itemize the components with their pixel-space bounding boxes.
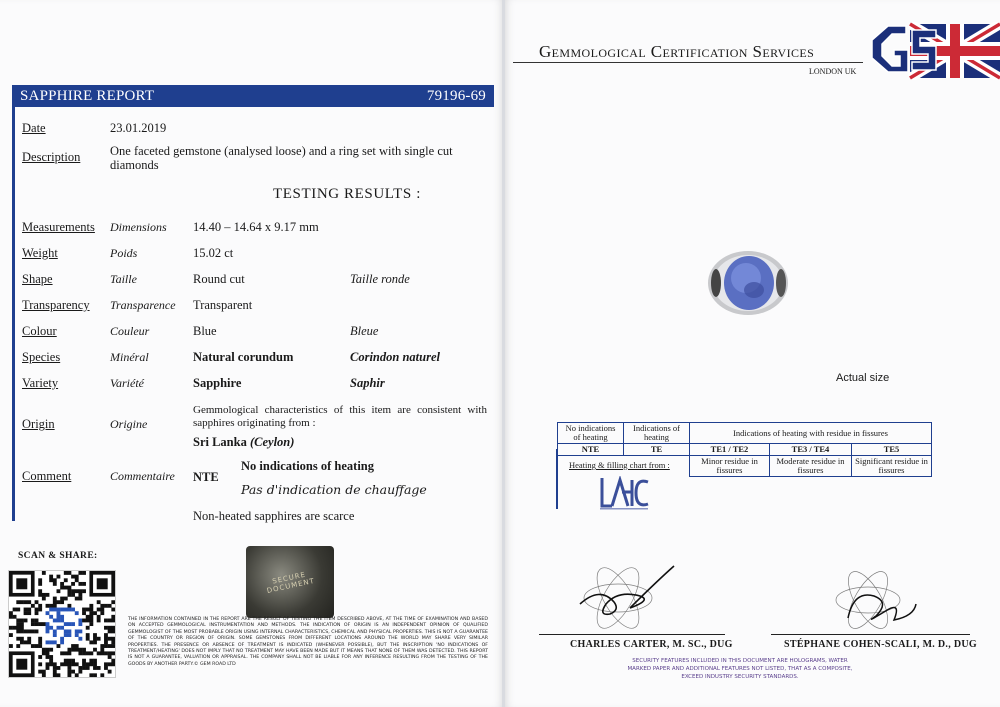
heat-side-bar	[556, 449, 558, 509]
origin-label: Origin	[22, 417, 55, 431]
origin-text: Gemmological characteristics of this item are consistent with sapphires originating from :	[193, 404, 487, 429]
heat-code-te34: TE3 / TE4	[770, 444, 852, 456]
signature-left	[570, 556, 678, 642]
description-label: Description	[22, 150, 81, 164]
comment-text: No indications of heating	[241, 459, 375, 473]
testing-results-heading: TESTING RESULTS :	[273, 186, 421, 202]
signature-left-rule	[539, 634, 725, 635]
gemstone-ring-image	[706, 248, 790, 318]
heat-code-nte: NTE	[558, 444, 624, 456]
report-number: 79196-69	[426, 87, 486, 104]
security-hologram	[246, 546, 334, 618]
comment-label: Comment	[22, 469, 72, 483]
result-label-fr: Taille	[110, 272, 137, 286]
origin-country: Sri Lanka	[193, 435, 247, 449]
comment-code: NTE	[193, 470, 219, 484]
result-value-fr: Saphir	[350, 376, 385, 390]
result-value: 14.40 – 14.64 x 9.17 mm	[193, 220, 319, 234]
result-label: Weight	[22, 246, 58, 260]
date-value: 23.01.2019	[110, 121, 167, 135]
heat-minor: Minor residue in fissures	[690, 456, 770, 477]
qr-code[interactable]	[8, 570, 116, 678]
scarcity-note: Non-heated sapphires are scarce	[193, 509, 355, 523]
result-label-fr: Transparence	[110, 298, 176, 312]
comment-text-fr: Pas d'indication de chauffage	[241, 482, 427, 497]
result-label-fr: Minéral	[110, 350, 149, 364]
heat-significant: Significant residue in fissures	[852, 456, 932, 477]
result-value: Sapphire	[193, 376, 242, 390]
qr-code-graphic	[9, 571, 115, 677]
hologram-text: SECURE DOCUMENT	[266, 570, 316, 595]
heat-col-indications: Indications of heating	[624, 423, 690, 444]
report-title: SAPPHIRE REPORT	[20, 87, 155, 104]
description-value: One faceted gemstone (analysed loose) and a ring set with single cut diamonds	[110, 144, 453, 172]
result-value: Round cut	[193, 272, 245, 286]
result-label: Shape	[22, 272, 53, 286]
result-value: Transparent	[193, 298, 253, 312]
heat-code-te5: TE5	[852, 444, 932, 456]
result-label: Measurements	[22, 220, 95, 234]
result-value: 15.02 ct	[193, 246, 234, 260]
heat-moderate: Moderate residue in fissures	[770, 456, 852, 477]
security-features-note: SECURITY FEATURES INCLUDED IN THIS DOCUMENT ARE HOLOGRAMS, WATER MARKED PAPER AND ADDITIONAL FEATURES NOT LISTED, THAT AS A COMPOSITE, EXCEED INDUSTRY SECURITY STANDARDS.	[627, 658, 853, 680]
result-label: Variety	[22, 376, 59, 390]
actual-size-caption: Actual size	[836, 372, 890, 384]
result-value: Blue	[193, 324, 217, 338]
signature-right-name: STÉPHANE COHEN-SCALI, M. D., DUG	[784, 639, 977, 650]
result-label: Transparency	[22, 298, 90, 312]
signature-left-name: CHARLES CARTER, M. SC., DUG	[570, 639, 733, 650]
heat-code-te: TE	[624, 444, 690, 456]
signature-right-rule	[771, 634, 970, 635]
result-label-fr: Dimensions	[110, 220, 167, 234]
comment-label-fr: Commentaire	[110, 469, 175, 483]
result-value-fr: Corindon naturel	[350, 350, 440, 364]
result-value: Natural corundum	[193, 350, 294, 364]
heat-col-no-indications: No indications of heating	[558, 423, 624, 444]
lhc-logo	[598, 476, 650, 510]
result-label: Colour	[22, 324, 57, 338]
gcs-flag-logo	[866, 22, 1000, 80]
date-label: Date	[22, 121, 46, 135]
result-label: Species	[22, 350, 61, 364]
result-value-fr: Taille ronde	[350, 272, 410, 286]
heat-code-te12: TE1 / TE2	[690, 444, 770, 456]
report-side-bar	[12, 107, 15, 521]
heat-col-residue-header: Indications of heating with residue in fissures	[690, 423, 932, 444]
result-label-fr: Variété	[110, 376, 144, 390]
heating-chart-link[interactable]: Heating & filling chart from :	[569, 460, 670, 470]
result-value-fr: Bleue	[350, 324, 379, 338]
gcs-location: LONDON UK	[809, 67, 857, 76]
gcs-title-rule	[513, 62, 863, 63]
result-label-fr: Poids	[110, 246, 138, 260]
scan-share-label: SCAN & SHARE:	[18, 551, 98, 561]
result-label-fr: Couleur	[110, 324, 150, 338]
report-header-bar	[12, 85, 494, 107]
origin-country-alt: (Ceylon)	[249, 435, 295, 449]
disclaimer-text: THE INFORMATION CONTAINED IN THE REPORT ARE THE RESULT OF TESTING THE ITEM DESCRIBED ABOVE, AT THE TIME OF EXAMINATION AND BASED ON ACCEPTED GEMMOLOGICAL INSTRUMENTATION AND METHODS. THE INDICATION OF ORIGIN IS AN INDEPENDENT OPINION OF QUALIFIED GEMMOLOGIST OF THE MOST PROBABLE ORIGIN USING INTERNAL CHARACTERISTICS, CHEMICAL AND PHYSICAL PROPERTIES. THIS IS NOT A GUARANTEE OF THE COUNTRY OR REGION OF ORIGIN. SOME GEMSTONES FROM DIFFERENT LOCATIONS AROUND THE WORLD MAY SHARE VERY SIMILAR PROPERTIES. THE PRESENCE OR ABSENCE OF TREATMENT IS INDICATED (WHENEVER POSSIBLE), BUT THE INSCRIPTION 'NO INDICATIONS OF TREATMENT/HEATING' DOES NOT IMPLY THAT NO TREATMENT MAY HAVE BEEN MADE BUT IT MEANS THAT NONE OF THEM WAS DETECTED. THIS REPORT IS NOT A GUARANTEE, VALUATION OR APPRAISAL. THE COMPANY SHALL NOT BE LIABLE FOR ANY INFERENCE RESULTING FROM THE TESTING OF THE GOODS BY ANOTHER PARTY.© GEM ROAD LTD	[128, 617, 488, 667]
gcs-title: Gemmological Certification Services	[539, 42, 815, 61]
origin-label-fr: Origine	[110, 417, 148, 431]
